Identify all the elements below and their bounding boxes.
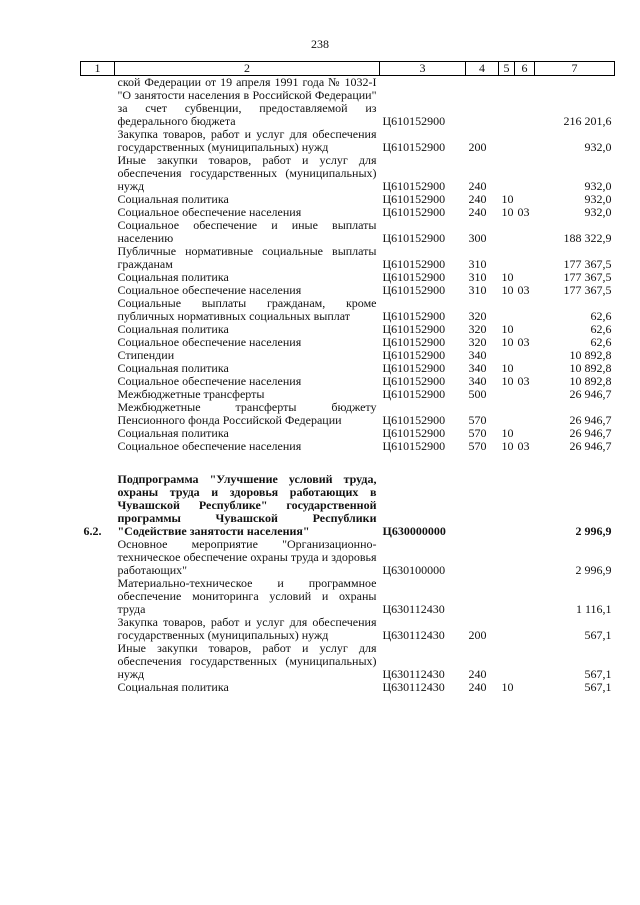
expense-type: 240 [468, 667, 487, 681]
target-code: Ц610152900 [382, 205, 446, 219]
amount: 932,0 [584, 140, 612, 154]
amount: 177 367,5 [563, 257, 612, 271]
budget-table [80, 61, 615, 694]
row-number [81, 271, 115, 284]
amount: 26 946,7 [569, 413, 612, 427]
table-row [81, 681, 615, 694]
target-code: Ц610152900 [382, 361, 446, 375]
row-name: Материально-техническое и программное обеспечение мониторинга условий и охраны труда [117, 576, 377, 616]
target-code: Ц610152900 [382, 348, 446, 362]
amount: 2 996,9 [575, 524, 612, 538]
amount: 567,1 [584, 667, 612, 681]
subsection-code: 03 [517, 439, 530, 453]
target-code: Ц630112430 [382, 680, 445, 694]
amount: 567,1 [584, 680, 612, 694]
subsection-code [515, 388, 535, 401]
section-code [499, 76, 515, 129]
row-number [81, 193, 115, 206]
amount: 10 892,8 [569, 361, 612, 375]
amount: 177 367,5 [563, 270, 612, 284]
subsection-code: 03 [517, 335, 530, 349]
section-code: 10 [501, 426, 514, 440]
column-header: 5 [499, 62, 515, 76]
row-number [81, 577, 115, 616]
row-name: Социальная политика [117, 361, 229, 375]
expense-type: 570 [468, 413, 487, 427]
column-header: 2 [115, 62, 380, 76]
column-header: 3 [380, 62, 466, 76]
row-number [81, 219, 115, 245]
expense-type: 240 [468, 680, 487, 694]
subsection-code [515, 154, 535, 193]
section-code [499, 538, 515, 577]
row-name: Социальные выплаты гражданам, кроме публичных нормативных социальных выплат [117, 296, 377, 323]
section-code: 10 [501, 374, 514, 388]
target-code: Ц610152900 [382, 257, 446, 271]
column-header: 7 [535, 62, 615, 76]
row-name: Основное мероприятие "Организационно-техническое обеспечение охраны труда и здоровья работающих" [117, 537, 377, 577]
row-name: Социальное обеспечение населения [117, 283, 302, 297]
section-code: 10 [501, 192, 514, 206]
row-name: Подпрограмма "Улучшение условий труда, охраны труда и здоровья работающих в Чувашской Республике" государственной программы Чувашской Республики "Содействие занятости населения" [117, 472, 377, 538]
section-code: 10 [501, 205, 514, 219]
subsection-code: 03 [517, 374, 530, 388]
section-code [499, 388, 515, 401]
section-code: 10 [501, 680, 514, 694]
table-row [81, 473, 615, 538]
amount: 26 946,7 [569, 387, 612, 401]
row-name: Межбюджетные трансферты бюджету Пенсионного фонда Российской Федерации [117, 400, 377, 427]
amount: 177 367,5 [563, 283, 612, 297]
target-code: Ц610152900 [382, 439, 446, 453]
expense-type [466, 577, 499, 616]
section-code: 10 [501, 283, 514, 297]
subsection-code [515, 349, 535, 362]
expense-type: 240 [468, 192, 487, 206]
row-name: Социальная политика [117, 270, 229, 284]
subsection-code [515, 577, 535, 616]
amount: 62,6 [590, 309, 612, 323]
row-name: Социальная политика [117, 192, 229, 206]
column-header-row [81, 62, 615, 76]
row-name: Социальная политика [117, 680, 229, 694]
row-name: Иные закупки товаров, работ и услуг для обеспечения государственных (муниципальных) нужд [117, 153, 377, 193]
subsection-code [515, 473, 535, 538]
row-number [81, 642, 115, 681]
row-name: Социальное обеспечение населения [117, 335, 302, 349]
amount: 932,0 [584, 205, 612, 219]
row-name: ской Федерации от 19 апреля 1991 года № 1032-I "О занятости населения в Российской Федерации" за счет субвенции, предоставляемой из федерального бюджета [117, 75, 377, 128]
subsection-code [515, 616, 535, 642]
row-number [81, 440, 115, 453]
section-code [499, 642, 515, 681]
expense-type: 340 [468, 348, 487, 362]
row-name: Социальное обеспечение населения [117, 205, 302, 219]
row-number [81, 284, 115, 297]
row-name: Социальное обеспечение населения [117, 374, 302, 388]
expense-type: 500 [468, 387, 487, 401]
subsection-code [515, 128, 535, 154]
row-number [81, 128, 115, 154]
expense-type: 320 [468, 335, 487, 349]
target-code: Ц610152900 [382, 413, 446, 427]
amount: 932,0 [584, 179, 612, 193]
row-number [81, 388, 115, 401]
target-code: Ц610152900 [382, 270, 446, 284]
row-number [81, 616, 115, 642]
expense-type: 200 [468, 628, 487, 642]
row-name: Закупка товаров, работ и услуг для обеспечения государственных (муниципальных) нужд [117, 127, 377, 154]
table-row [81, 219, 615, 245]
target-code: Ц630000000 [382, 524, 446, 538]
row-name: Социальная политика [117, 426, 229, 440]
target-code: Ц610152900 [382, 114, 446, 128]
row-name: Социальное обеспечение населения [117, 439, 302, 453]
target-code: Ц610152900 [382, 426, 446, 440]
table-row [81, 616, 615, 642]
section-code: 10 [501, 270, 514, 284]
target-code: Ц610152900 [382, 231, 446, 245]
target-code: Ц610152900 [382, 140, 446, 154]
section-code: 10 [501, 361, 514, 375]
row-number [81, 245, 115, 271]
row-name: Закупка товаров, работ и услуг для обеспечения государственных (муниципальных) нужд [117, 615, 377, 642]
target-code: Ц610152900 [382, 192, 446, 206]
row-number [81, 76, 115, 129]
row-number [81, 375, 115, 388]
amount: 2 996,9 [575, 563, 612, 577]
row-number [81, 538, 115, 577]
expense-type: 340 [468, 374, 487, 388]
row-name: Иные закупки товаров, работ и услуг для обеспечения государственных (муниципальных) нужд [117, 641, 377, 681]
expense-type: 340 [468, 361, 487, 375]
row-number [81, 349, 115, 362]
amount: 26 946,7 [569, 439, 612, 453]
section-code [499, 219, 515, 245]
expense-type [466, 76, 499, 129]
amount: 567,1 [584, 628, 612, 642]
amount: 10 892,8 [569, 348, 612, 362]
amount: 10 892,8 [569, 374, 612, 388]
target-code: Ц610152900 [382, 335, 446, 349]
target-code: Ц610152900 [382, 283, 446, 297]
target-code: Ц610152900 [382, 309, 446, 323]
target-code: Ц630112430 [382, 602, 445, 616]
amount: 1 116,1 [575, 602, 612, 616]
table-row [81, 128, 615, 154]
row-number [81, 427, 115, 440]
section-code: 10 [501, 335, 514, 349]
section-code: 10 [501, 439, 514, 453]
section-code [499, 297, 515, 323]
subsection-code [515, 642, 535, 681]
subsection-code: 03 [517, 205, 530, 219]
amount: 26 946,7 [569, 426, 612, 440]
table-body [81, 76, 615, 695]
expense-type: 570 [468, 439, 487, 453]
expense-type [466, 538, 499, 577]
row-name: Социальная политика [117, 322, 229, 336]
target-code: Ц610152900 [382, 179, 446, 193]
target-code: Ц630112430 [382, 628, 445, 642]
row-name: Стипендии [117, 348, 175, 362]
expense-type: 200 [468, 140, 487, 154]
row-name: Публичные нормативные социальные выплаты гражданам [117, 244, 377, 271]
page-number: 238 [311, 37, 329, 51]
table-row [81, 245, 615, 271]
subsection-code [515, 401, 535, 427]
subsection-code [515, 538, 535, 577]
section-code [499, 616, 515, 642]
subsection-code [515, 219, 535, 245]
section-code [499, 473, 515, 538]
target-code: Ц610152900 [382, 322, 446, 336]
subsection-code [515, 245, 535, 271]
section-code [499, 401, 515, 427]
expense-type: 310 [468, 257, 487, 271]
column-header: 1 [81, 62, 115, 76]
target-code: Ц630100000 [382, 563, 446, 577]
row-name: Межбюджетные трансферты [117, 387, 265, 401]
section-code [499, 577, 515, 616]
expense-type: 310 [468, 283, 487, 297]
section-code [499, 154, 515, 193]
column-header: 4 [466, 62, 499, 76]
table-row [81, 440, 615, 453]
subsection-code [515, 681, 535, 694]
amount: 216 201,6 [563, 114, 612, 128]
section-code [499, 128, 515, 154]
target-code: Ц610152900 [382, 374, 446, 388]
spacer-row [81, 453, 615, 473]
expense-type: 240 [468, 205, 487, 219]
amount: 932,0 [584, 192, 612, 206]
expense-type: 570 [468, 426, 487, 440]
expense-type: 310 [468, 270, 487, 284]
section-code [499, 245, 515, 271]
spacer-cell [81, 453, 615, 473]
table-row [81, 642, 615, 681]
target-code: Ц610152900 [382, 387, 446, 401]
row-number [81, 297, 115, 323]
table-row [81, 76, 615, 129]
row-number [81, 401, 115, 427]
row-number: 6.2. [83, 524, 102, 538]
subsection-code [515, 297, 535, 323]
target-code: Ц630112430 [382, 667, 445, 681]
row-number [81, 681, 115, 694]
expense-type: 240 [468, 179, 487, 193]
table-row [81, 401, 615, 427]
section-code: 10 [501, 322, 514, 336]
row-number [81, 323, 115, 336]
subsection-code [515, 76, 535, 129]
table-row [81, 538, 615, 577]
row-number [81, 362, 115, 375]
table-row [81, 577, 615, 616]
row-name: Социальное обеспечение и иные выплаты населению [117, 218, 377, 245]
expense-type: 320 [468, 309, 487, 323]
table-row [81, 154, 615, 193]
amount: 188 322,9 [563, 231, 612, 245]
subsection-code: 03 [517, 283, 530, 297]
row-number [81, 206, 115, 219]
table-row [81, 297, 615, 323]
column-header: 6 [515, 62, 535, 76]
row-number [81, 336, 115, 349]
amount: 62,6 [590, 322, 612, 336]
amount: 62,6 [590, 335, 612, 349]
row-number [81, 154, 115, 193]
expense-type [466, 473, 499, 538]
expense-type: 320 [468, 322, 487, 336]
expense-type: 300 [468, 231, 487, 245]
